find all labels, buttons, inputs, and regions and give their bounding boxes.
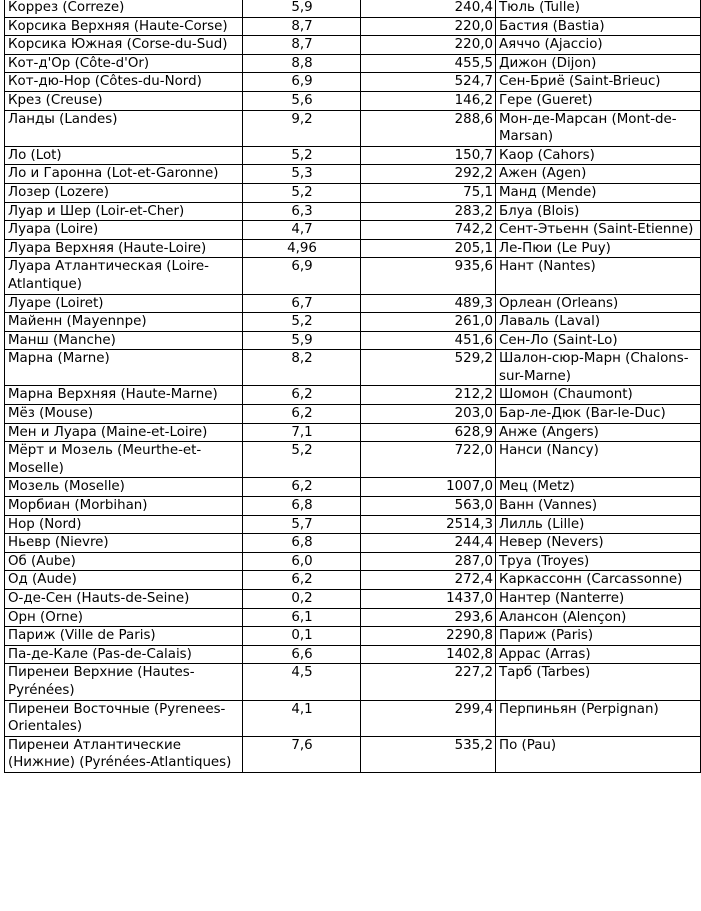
value1-cell: 8,7 — [243, 17, 361, 36]
table-row — [5, 515, 701, 534]
value2-cell: 261,0 — [361, 313, 496, 332]
value1-cell: 0,1 — [243, 627, 361, 646]
value2-cell: 220,0 — [361, 17, 496, 36]
center-cell: Анже (Angers) — [496, 423, 701, 442]
value1-cell: 4,5 — [243, 664, 361, 700]
center-cell: Бар-ле-Дюк (Bar-le-Duc) — [496, 405, 701, 424]
department-cell: Луаре (Loiret) — [5, 294, 243, 313]
department-cell: Мен и Луара (Maine-et-Loire) — [5, 423, 243, 442]
department-cell: Марна (Marne) — [5, 350, 243, 386]
center-cell: Мон-де-Марсан (Mont-de-Marsan) — [496, 110, 701, 146]
departments-table — [4, 0, 701, 773]
value2-cell: 455,5 — [361, 54, 496, 73]
value1-cell: 8,2 — [243, 350, 361, 386]
value2-cell: 272,4 — [361, 571, 496, 590]
table-row — [5, 386, 701, 405]
value1-cell: 0,2 — [243, 590, 361, 609]
value1-cell: 5,2 — [243, 442, 361, 478]
value2-cell: 628,9 — [361, 423, 496, 442]
value2-cell: 283,2 — [361, 202, 496, 221]
value1-cell: 6,7 — [243, 294, 361, 313]
table-row — [5, 590, 701, 609]
table-row — [5, 165, 701, 184]
value1-cell: 6,2 — [243, 571, 361, 590]
value1-cell: 6,1 — [243, 608, 361, 627]
value2-cell: 293,6 — [361, 608, 496, 627]
department-cell: Мёз (Mouse) — [5, 405, 243, 424]
department-cell: Манш (Manche) — [5, 331, 243, 350]
table-row — [5, 664, 701, 700]
center-cell: Ажен (Agen) — [496, 165, 701, 184]
department-cell: Од (Aude) — [5, 571, 243, 590]
value1-cell: 4,1 — [243, 700, 361, 736]
table-row — [5, 736, 701, 772]
center-cell: Труа (Troyes) — [496, 552, 701, 571]
department-cell: Морбиан (Morbihan) — [5, 497, 243, 516]
center-cell: Тюль (Tulle) — [496, 0, 701, 17]
value1-cell: 6,2 — [243, 405, 361, 424]
table-row — [5, 478, 701, 497]
value2-cell: 244,4 — [361, 534, 496, 553]
table-row — [5, 258, 701, 294]
table-row — [5, 294, 701, 313]
department-cell: Нор (Nord) — [5, 515, 243, 534]
value1-cell: 6,3 — [243, 202, 361, 221]
center-cell: Дижон (Dijon) — [496, 54, 701, 73]
center-cell: Лаваль (Laval) — [496, 313, 701, 332]
department-cell: Пиренеи Восточные (Pyrenees-Orientales) — [5, 700, 243, 736]
table-row — [5, 36, 701, 55]
value1-cell: 5,9 — [243, 0, 361, 17]
table-row — [5, 183, 701, 202]
center-cell: Каор (Cahors) — [496, 146, 701, 165]
table-row — [5, 221, 701, 240]
value2-cell: 1437,0 — [361, 590, 496, 609]
center-cell: Мец (Metz) — [496, 478, 701, 497]
table-row — [5, 571, 701, 590]
center-cell: Лилль (Lille) — [496, 515, 701, 534]
center-cell: Орлеан (Orleans) — [496, 294, 701, 313]
table-row — [5, 17, 701, 36]
value2-cell: 288,6 — [361, 110, 496, 146]
table-row — [5, 73, 701, 92]
value2-cell: 535,2 — [361, 736, 496, 772]
value2-cell: 742,2 — [361, 221, 496, 240]
center-cell: Нантер (Nanterre) — [496, 590, 701, 609]
value2-cell: 529,2 — [361, 350, 496, 386]
table-row — [5, 54, 701, 73]
value1-cell: 7,6 — [243, 736, 361, 772]
value2-cell: 722,0 — [361, 442, 496, 478]
table-row — [5, 423, 701, 442]
center-cell: По (Pau) — [496, 736, 701, 772]
table-row — [5, 239, 701, 258]
value1-cell: 6,6 — [243, 645, 361, 664]
department-cell: Па-де-Кале (Pas-de-Calais) — [5, 645, 243, 664]
value1-cell: 5,9 — [243, 331, 361, 350]
value2-cell: 1007,0 — [361, 478, 496, 497]
table-row — [5, 627, 701, 646]
value1-cell: 6,2 — [243, 478, 361, 497]
value2-cell: 240,4 — [361, 0, 496, 17]
value1-cell: 5,7 — [243, 515, 361, 534]
center-cell: Шалон-сюр-Марн (Chalons-sur-Marne) — [496, 350, 701, 386]
value1-cell: 4,7 — [243, 221, 361, 240]
value1-cell: 5,6 — [243, 91, 361, 110]
department-cell: Луар и Шер (Loir-et-Cher) — [5, 202, 243, 221]
department-cell: Об (Aube) — [5, 552, 243, 571]
center-cell: Нанси (Nancy) — [496, 442, 701, 478]
value1-cell: 8,7 — [243, 36, 361, 55]
value1-cell: 5,2 — [243, 183, 361, 202]
department-cell: Ланды (Landes) — [5, 110, 243, 146]
value2-cell: 212,2 — [361, 386, 496, 405]
table-row — [5, 146, 701, 165]
value2-cell: 220,0 — [361, 36, 496, 55]
value2-cell: 146,2 — [361, 91, 496, 110]
value1-cell: 8,8 — [243, 54, 361, 73]
table-body — [5, 0, 701, 772]
value2-cell: 203,0 — [361, 405, 496, 424]
department-cell: Лозер (Lozere) — [5, 183, 243, 202]
center-cell: Ванн (Vannes) — [496, 497, 701, 516]
value1-cell: 4,96 — [243, 239, 361, 258]
value1-cell: 6,9 — [243, 73, 361, 92]
center-cell: Перпиньян (Perpignan) — [496, 700, 701, 736]
value1-cell: 5,2 — [243, 146, 361, 165]
center-cell: Тарб (Tarbes) — [496, 664, 701, 700]
department-cell: Коррез (Correze) — [5, 0, 243, 17]
table-row — [5, 91, 701, 110]
center-cell: Алансон (Alençon) — [496, 608, 701, 627]
value1-cell: 7,1 — [243, 423, 361, 442]
value1-cell: 6,2 — [243, 386, 361, 405]
center-cell: Нант (Nantes) — [496, 258, 701, 294]
table-row — [5, 331, 701, 350]
department-cell: Париж (Ville de Paris) — [5, 627, 243, 646]
department-cell: Марна Верхняя (Haute-Marne) — [5, 386, 243, 405]
value2-cell: 299,4 — [361, 700, 496, 736]
table-row — [5, 552, 701, 571]
table-row — [5, 350, 701, 386]
value2-cell: 2514,3 — [361, 515, 496, 534]
table-row — [5, 534, 701, 553]
department-cell: Крез (Creuse) — [5, 91, 243, 110]
center-cell: Бастия (Bastia) — [496, 17, 701, 36]
value1-cell: 6,9 — [243, 258, 361, 294]
table-row — [5, 202, 701, 221]
value1-cell: 6,0 — [243, 552, 361, 571]
value1-cell: 5,2 — [243, 313, 361, 332]
department-cell: Пиренеи Атлантические (Нижние) (Pyrénées-Atlantiques) — [5, 736, 243, 772]
center-cell: Аррас (Arras) — [496, 645, 701, 664]
department-cell: Корсика Южная (Corse-du-Sud) — [5, 36, 243, 55]
center-cell: Шомон (Chaumont) — [496, 386, 701, 405]
value2-cell: 563,0 — [361, 497, 496, 516]
department-cell: Мозель (Moselle) — [5, 478, 243, 497]
department-cell: Пиренеи Верхние (Hautes-Pyrénées) — [5, 664, 243, 700]
value2-cell: 287,0 — [361, 552, 496, 571]
value2-cell: 935,6 — [361, 258, 496, 294]
value2-cell: 2290,8 — [361, 627, 496, 646]
value1-cell: 6,8 — [243, 534, 361, 553]
table-row — [5, 645, 701, 664]
table-row — [5, 497, 701, 516]
value2-cell: 150,7 — [361, 146, 496, 165]
value2-cell: 451,6 — [361, 331, 496, 350]
department-cell: Орн (Orne) — [5, 608, 243, 627]
center-cell: Невер (Nevers) — [496, 534, 701, 553]
department-cell: Ньевр (Nievre) — [5, 534, 243, 553]
center-cell: Сен-Бриё (Saint-Brieuc) — [496, 73, 701, 92]
center-cell: Сент-Этьенн (Saint-Etienne) — [496, 221, 701, 240]
center-cell: Ле-Пюи (Le Puy) — [496, 239, 701, 258]
value2-cell: 227,2 — [361, 664, 496, 700]
table-row — [5, 608, 701, 627]
department-cell: О-де-Сен (Hauts-de-Seine) — [5, 590, 243, 609]
value2-cell: 292,2 — [361, 165, 496, 184]
department-cell: Кот-дю-Нор (Côtes-du-Nord) — [5, 73, 243, 92]
department-cell: Луара (Loire) — [5, 221, 243, 240]
table-row — [5, 110, 701, 146]
table-row — [5, 700, 701, 736]
center-cell: Манд (Mende) — [496, 183, 701, 202]
center-cell: Гере (Gueret) — [496, 91, 701, 110]
value2-cell: 205,1 — [361, 239, 496, 258]
department-cell: Корсика Верхняя (Haute-Corse) — [5, 17, 243, 36]
value1-cell: 9,2 — [243, 110, 361, 146]
center-cell: Париж (Paris) — [496, 627, 701, 646]
department-cell: Луара Атлантическая (Loire-Atlantique) — [5, 258, 243, 294]
center-cell: Сен-Ло (Saint-Lo) — [496, 331, 701, 350]
department-cell: Ло (Lot) — [5, 146, 243, 165]
center-cell: Каркассонн (Carcassonne) — [496, 571, 701, 590]
table-row — [5, 313, 701, 332]
value2-cell: 524,7 — [361, 73, 496, 92]
department-cell: Майенн (Mayennpe) — [5, 313, 243, 332]
department-cell: Луара Верхняя (Haute-Loire) — [5, 239, 243, 258]
center-cell: Блуа (Blois) — [496, 202, 701, 221]
value2-cell: 489,3 — [361, 294, 496, 313]
value1-cell: 5,3 — [243, 165, 361, 184]
table-row — [5, 405, 701, 424]
table-row — [5, 442, 701, 478]
department-cell: Кот-д'Ор (Côte-d'Or) — [5, 54, 243, 73]
department-cell: Ло и Гаронна (Lot-et-Garonne) — [5, 165, 243, 184]
value2-cell: 1402,8 — [361, 645, 496, 664]
value1-cell: 6,8 — [243, 497, 361, 516]
center-cell: Аяччо (Ajaccio) — [496, 36, 701, 55]
table-row — [5, 0, 701, 17]
department-cell: Мёрт и Мозель (Meurthe-et-Moselle) — [5, 442, 243, 478]
value2-cell: 75,1 — [361, 183, 496, 202]
